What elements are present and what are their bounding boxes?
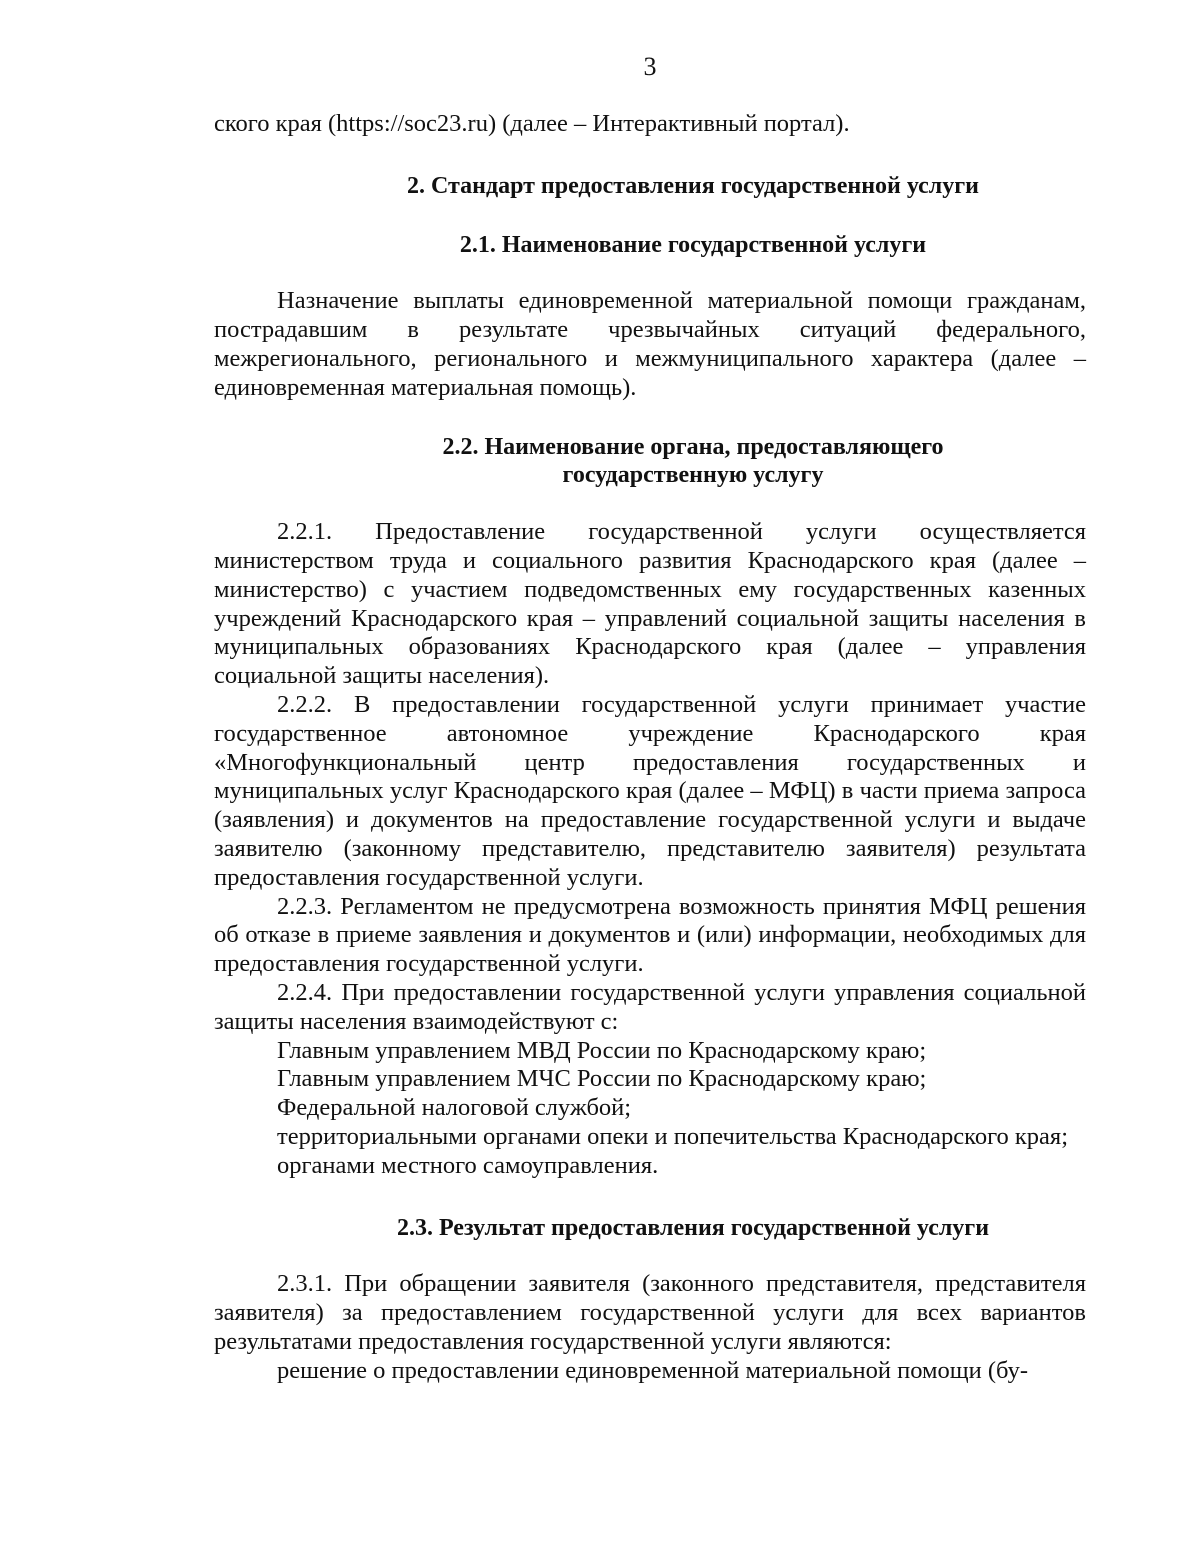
- section-2-1-paragraph: Назначение выплаты единовременной материальной помощи гражданам, пострадавшим в результате чрезвычайных ситуаций федерального, межрегионального, регионального и межмуниципального характера (далее – единовременная материальная помощь).: [214, 287, 1086, 401]
- section-2-2-heading-line2: государственную услугу: [562, 462, 824, 489]
- section-2-heading: 2. Стандарт предоставления государственной услуги: [407, 172, 979, 199]
- paragraph-2-2-4: 2.2.4. При предоставлении государственной услуги управления социальной защиты населения взаимодействуют с:: [214, 978, 1086, 1035]
- paragraph-2-3-last: решение о предоставлении единовременной материальной помощи (бу-: [277, 1356, 1028, 1384]
- list-item: территориальными органами опеки и попечительства Краснодарского края;: [277, 1122, 1069, 1150]
- paragraph-2-2-2: 2.2.2. В предоставлении государственной услуги принимает участие государственное автономное учреждение Краснодарского края «Многофункциональный центр предоставления государственных и муниципальных услуг Краснодарского края (далее – МФЦ) в части приема запроса (заявления) и документов на предоставление государственной услуги и выдаче заявителю (законному представителю, представителю заявителя) результата предоставления государственной услуги.: [214, 690, 1086, 891]
- section-2-1-heading: 2.1. Наименование государственной услуги: [459, 231, 927, 258]
- list-item: Главным управлением МВД России по Краснодарскому краю;: [277, 1036, 927, 1064]
- list-item: Федеральной налоговой службой;: [277, 1094, 632, 1122]
- page-number: 3: [643, 52, 657, 81]
- document-body: [214, 110, 1086, 1385]
- section-2-2-heading-line1: 2.2. Наименование органа, предоставляющего: [442, 433, 944, 460]
- intro-paragraph: ского края (https://soc23.ru) (далее – Интерактивный портал).: [214, 110, 850, 137]
- list-item: Главным управлением МЧС России по Краснодарскому краю;: [277, 1065, 927, 1093]
- paragraph-2-3-1: 2.3.1. При обращении заявителя (законного представителя, представителя заявителя) за предоставлением государственной услуги для всех вариантов результатами предоставления государственной услуги являются:: [214, 1270, 1086, 1355]
- paragraph-2-2-1: 2.2.1. Предоставление государственной услуги осуществляется министерством труда и социального развития Краснодарского края (далее – министерство) с участием подведомственных ему государственных казенных учреждений Краснодарского края – управлений социальной защиты населения в муниципальных образованиях Краснодарского края (далее – управления социальной защиты населения).: [214, 518, 1086, 690]
- section-2-2-heading: [214, 433, 1086, 491]
- paragraph-2-2-3: 2.2.3. Регламентом не предусмотрена возможность принятия МФЦ решения об отказе в приеме заявления и документов и (или) информации, необходимых для предоставления государственной услуги.: [214, 892, 1086, 978]
- section-2-3-heading: 2.3. Результат предоставления государственной услуги: [396, 1214, 990, 1241]
- list-item: органами местного самоуправления.: [277, 1151, 659, 1179]
